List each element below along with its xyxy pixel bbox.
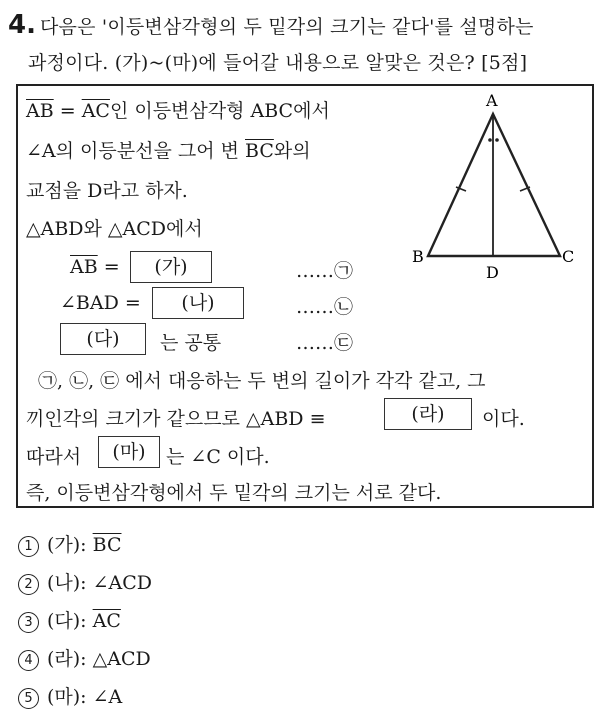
proof-line2-post: 와의 xyxy=(273,140,311,162)
option-2-value: ∠ACD xyxy=(92,572,153,594)
blank-da: (다) xyxy=(60,323,146,355)
segment-ab-row: $\overline{AB}$ xyxy=(70,256,98,278)
proof-line1 xyxy=(26,96,330,123)
angle-mark-left xyxy=(488,138,492,142)
option-3[interactable] xyxy=(18,606,121,633)
row3-marker xyxy=(296,328,353,355)
proof-line3: 교점을 D라고 하자. xyxy=(26,180,188,202)
option-1-value: $\overline{BC}$ xyxy=(92,534,122,556)
segment-ac: $\overline{AC}$ xyxy=(81,100,110,122)
row2-marker xyxy=(296,292,353,319)
proof-line2-pre: ∠A의 이등분선을 그어 변 xyxy=(26,140,245,162)
option-1[interactable] xyxy=(18,530,121,557)
row1-mark: ㉠ xyxy=(334,260,354,282)
proof-row3-text: 는 공통 xyxy=(160,332,222,354)
proof-line9-pre: 끼인각의 크기가 같으므로 △ABD ≡ xyxy=(26,408,326,430)
blank-na: (나) xyxy=(152,287,244,319)
option-4-value: △ACD xyxy=(92,648,151,670)
option-4[interactable] xyxy=(18,644,151,671)
option-3-label: (다): xyxy=(47,610,93,632)
row2-mark: ㉡ xyxy=(334,296,354,318)
vertex-c-label: C xyxy=(562,247,575,266)
proof-line11: 즉, 이등변삼각형에서 두 밑각의 크기는 서로 같다. xyxy=(26,482,442,504)
option-1-number: 1 xyxy=(18,536,39,557)
option-5-number: 5 xyxy=(18,688,39,709)
proof-row1-left xyxy=(70,256,120,278)
proof-line10-pre: 따라서 xyxy=(26,446,82,468)
vertex-a-label: A xyxy=(486,91,498,110)
isosceles-triangle-figure xyxy=(400,88,590,288)
option-4-label: (라): xyxy=(47,648,93,670)
option-5-value: ∠A xyxy=(92,686,123,708)
blank-ga: (가) xyxy=(130,251,212,283)
segment-bc: $\overline{BC}$ xyxy=(245,140,274,162)
option-2[interactable] xyxy=(18,568,152,595)
row1-dots: …… xyxy=(296,260,334,282)
option-2-number: 2 xyxy=(18,574,39,595)
blank-ma: (마) xyxy=(98,436,160,468)
proof-row2-left: ∠BAD = xyxy=(60,292,141,314)
option-3-number: 3 xyxy=(18,612,39,633)
blank-ra: (라) xyxy=(384,398,472,430)
proof-line2 xyxy=(26,136,311,163)
proof-line4: △ABD와 △ACD에서 xyxy=(26,218,203,240)
option-2-label: (나): xyxy=(47,572,93,594)
proof-line8: ㉠, ㉡, ㉢ 에서 대응하는 두 변의 길이가 각각 같고, 그 xyxy=(38,370,486,392)
row2-dots: …… xyxy=(296,296,334,318)
segment-ab: $\overline{AB}$ xyxy=(26,100,54,122)
question-prompt-line2: 과정이다. (가)~(마)에 들어갈 내용으로 알맞은 것은? [5점] xyxy=(28,52,528,74)
option-3-value: $\overline{AC}$ xyxy=(92,610,121,632)
option-1-label: (가): xyxy=(47,534,93,556)
proof-line1-rest: 인 이등변삼각형 ABC에서 xyxy=(109,100,330,122)
question-number: 4. xyxy=(8,10,36,40)
option-4-number: 4 xyxy=(18,650,39,671)
proof-line9-post: 이다. xyxy=(482,408,525,430)
option-5-label: (마): xyxy=(47,686,93,708)
triangle-abc xyxy=(428,114,560,256)
row1-equals: = xyxy=(97,256,120,278)
proof-line10-post: 는 ∠C 이다. xyxy=(166,446,270,468)
row1-marker xyxy=(296,256,353,283)
question-prompt-line1: 다음은 '이등변삼각형의 두 밑각의 크기는 같다'를 설명하는 xyxy=(40,16,534,38)
vertex-d-label: D xyxy=(486,263,499,282)
angle-mark-right xyxy=(495,138,499,142)
equals-sign: = xyxy=(53,100,82,122)
row3-dots: …… xyxy=(296,332,334,354)
vertex-b-label: B xyxy=(412,247,424,266)
row3-mark: ㉢ xyxy=(334,332,354,354)
option-5[interactable] xyxy=(18,682,122,709)
